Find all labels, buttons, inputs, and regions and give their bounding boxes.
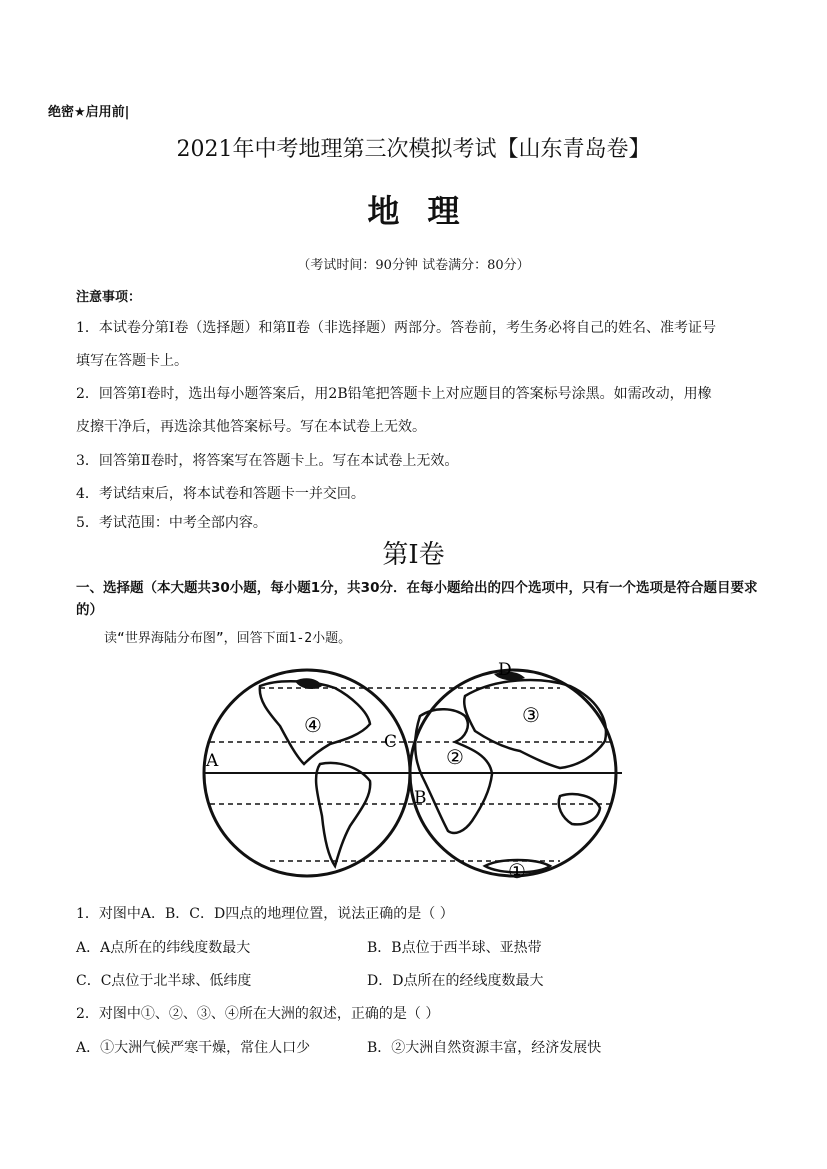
volume-heading: 第Ⅰ卷: [382, 540, 445, 570]
question-option: B．B点位于西半球、亚热带: [367, 940, 542, 956]
notes-heading: 注意事项：: [76, 290, 142, 305]
question-stem: 2．对图中①、②、③、④所在大洲的叙述，正确的是（ ）: [76, 1006, 440, 1022]
label-point-d: D: [498, 660, 512, 680]
exam-title: 2021年中考地理第三次模拟考试【山东青岛卷】: [176, 137, 651, 162]
question-option: A．①大洲气候严寒干燥，常住人口少: [76, 1040, 311, 1056]
exam-info: （考试时间：90分钟 试卷满分：80分）: [297, 258, 530, 273]
question-stem: 1．对图中A．B．C．D四点的地理位置，说法正确的是（ ）: [76, 906, 454, 922]
question-option: D．D点所在的经线度数最大: [367, 973, 544, 989]
label-continent-2: ②: [446, 745, 464, 769]
subject-title: 地理: [367, 192, 488, 230]
note-line: 3．回答第Ⅱ卷时，将答案写在答题卡上。写在本试卷上无效。: [76, 453, 459, 469]
section-heading: 一、选择题（本大题共30小题，每小题1分，共30分．在每小题给出的四个选项中，只有一个选项是符合题目要求的）: [76, 580, 758, 618]
label-point-c: C: [384, 732, 398, 752]
note-line: 填写在答题卡上。: [76, 353, 188, 369]
australia-outline: [559, 794, 600, 824]
world-hemispheres-map: [200, 656, 625, 888]
south-america-outline: [316, 763, 370, 866]
map-intro: 读“世界海陆分布图”，回答下面1-2小题。: [104, 631, 352, 646]
europe-africa-outline: [415, 709, 492, 833]
question-option: B．②大洲自然资源丰富，经济发展快: [367, 1040, 602, 1056]
note-line: 5．考试范围：中考全部内容。: [76, 515, 267, 531]
label-continent-4: ④: [304, 713, 322, 737]
label-continent-1: ①: [508, 859, 526, 883]
question-option: A．A点所在的纬线度数最大: [76, 940, 251, 956]
note-line: 皮擦干净后，再选涂其他答案标号。写在本试卷上无效。: [76, 419, 426, 435]
note-line: 2．回答第Ⅰ卷时，选出每小题答案后，用2B铅笔把答题卡上对应题目的答案标号涂黑。如需改动，用橡: [76, 386, 712, 402]
note-line: 4．考试结束后，将本试卷和答题卡一并交回。: [76, 486, 365, 502]
label-continent-3: ③: [522, 703, 540, 727]
question-option: C．C点位于北半球、低纬度: [76, 973, 252, 989]
label-point-b: B: [414, 788, 427, 808]
confidential-mark: 绝密★启用前|: [48, 105, 130, 120]
note-line: 1．本试卷分第Ⅰ卷（选择题）和第Ⅱ卷（非选择题）两部分。答卷前，考生务必将自己的姓名、准考证号: [76, 320, 716, 336]
label-point-a: A: [206, 751, 219, 771]
